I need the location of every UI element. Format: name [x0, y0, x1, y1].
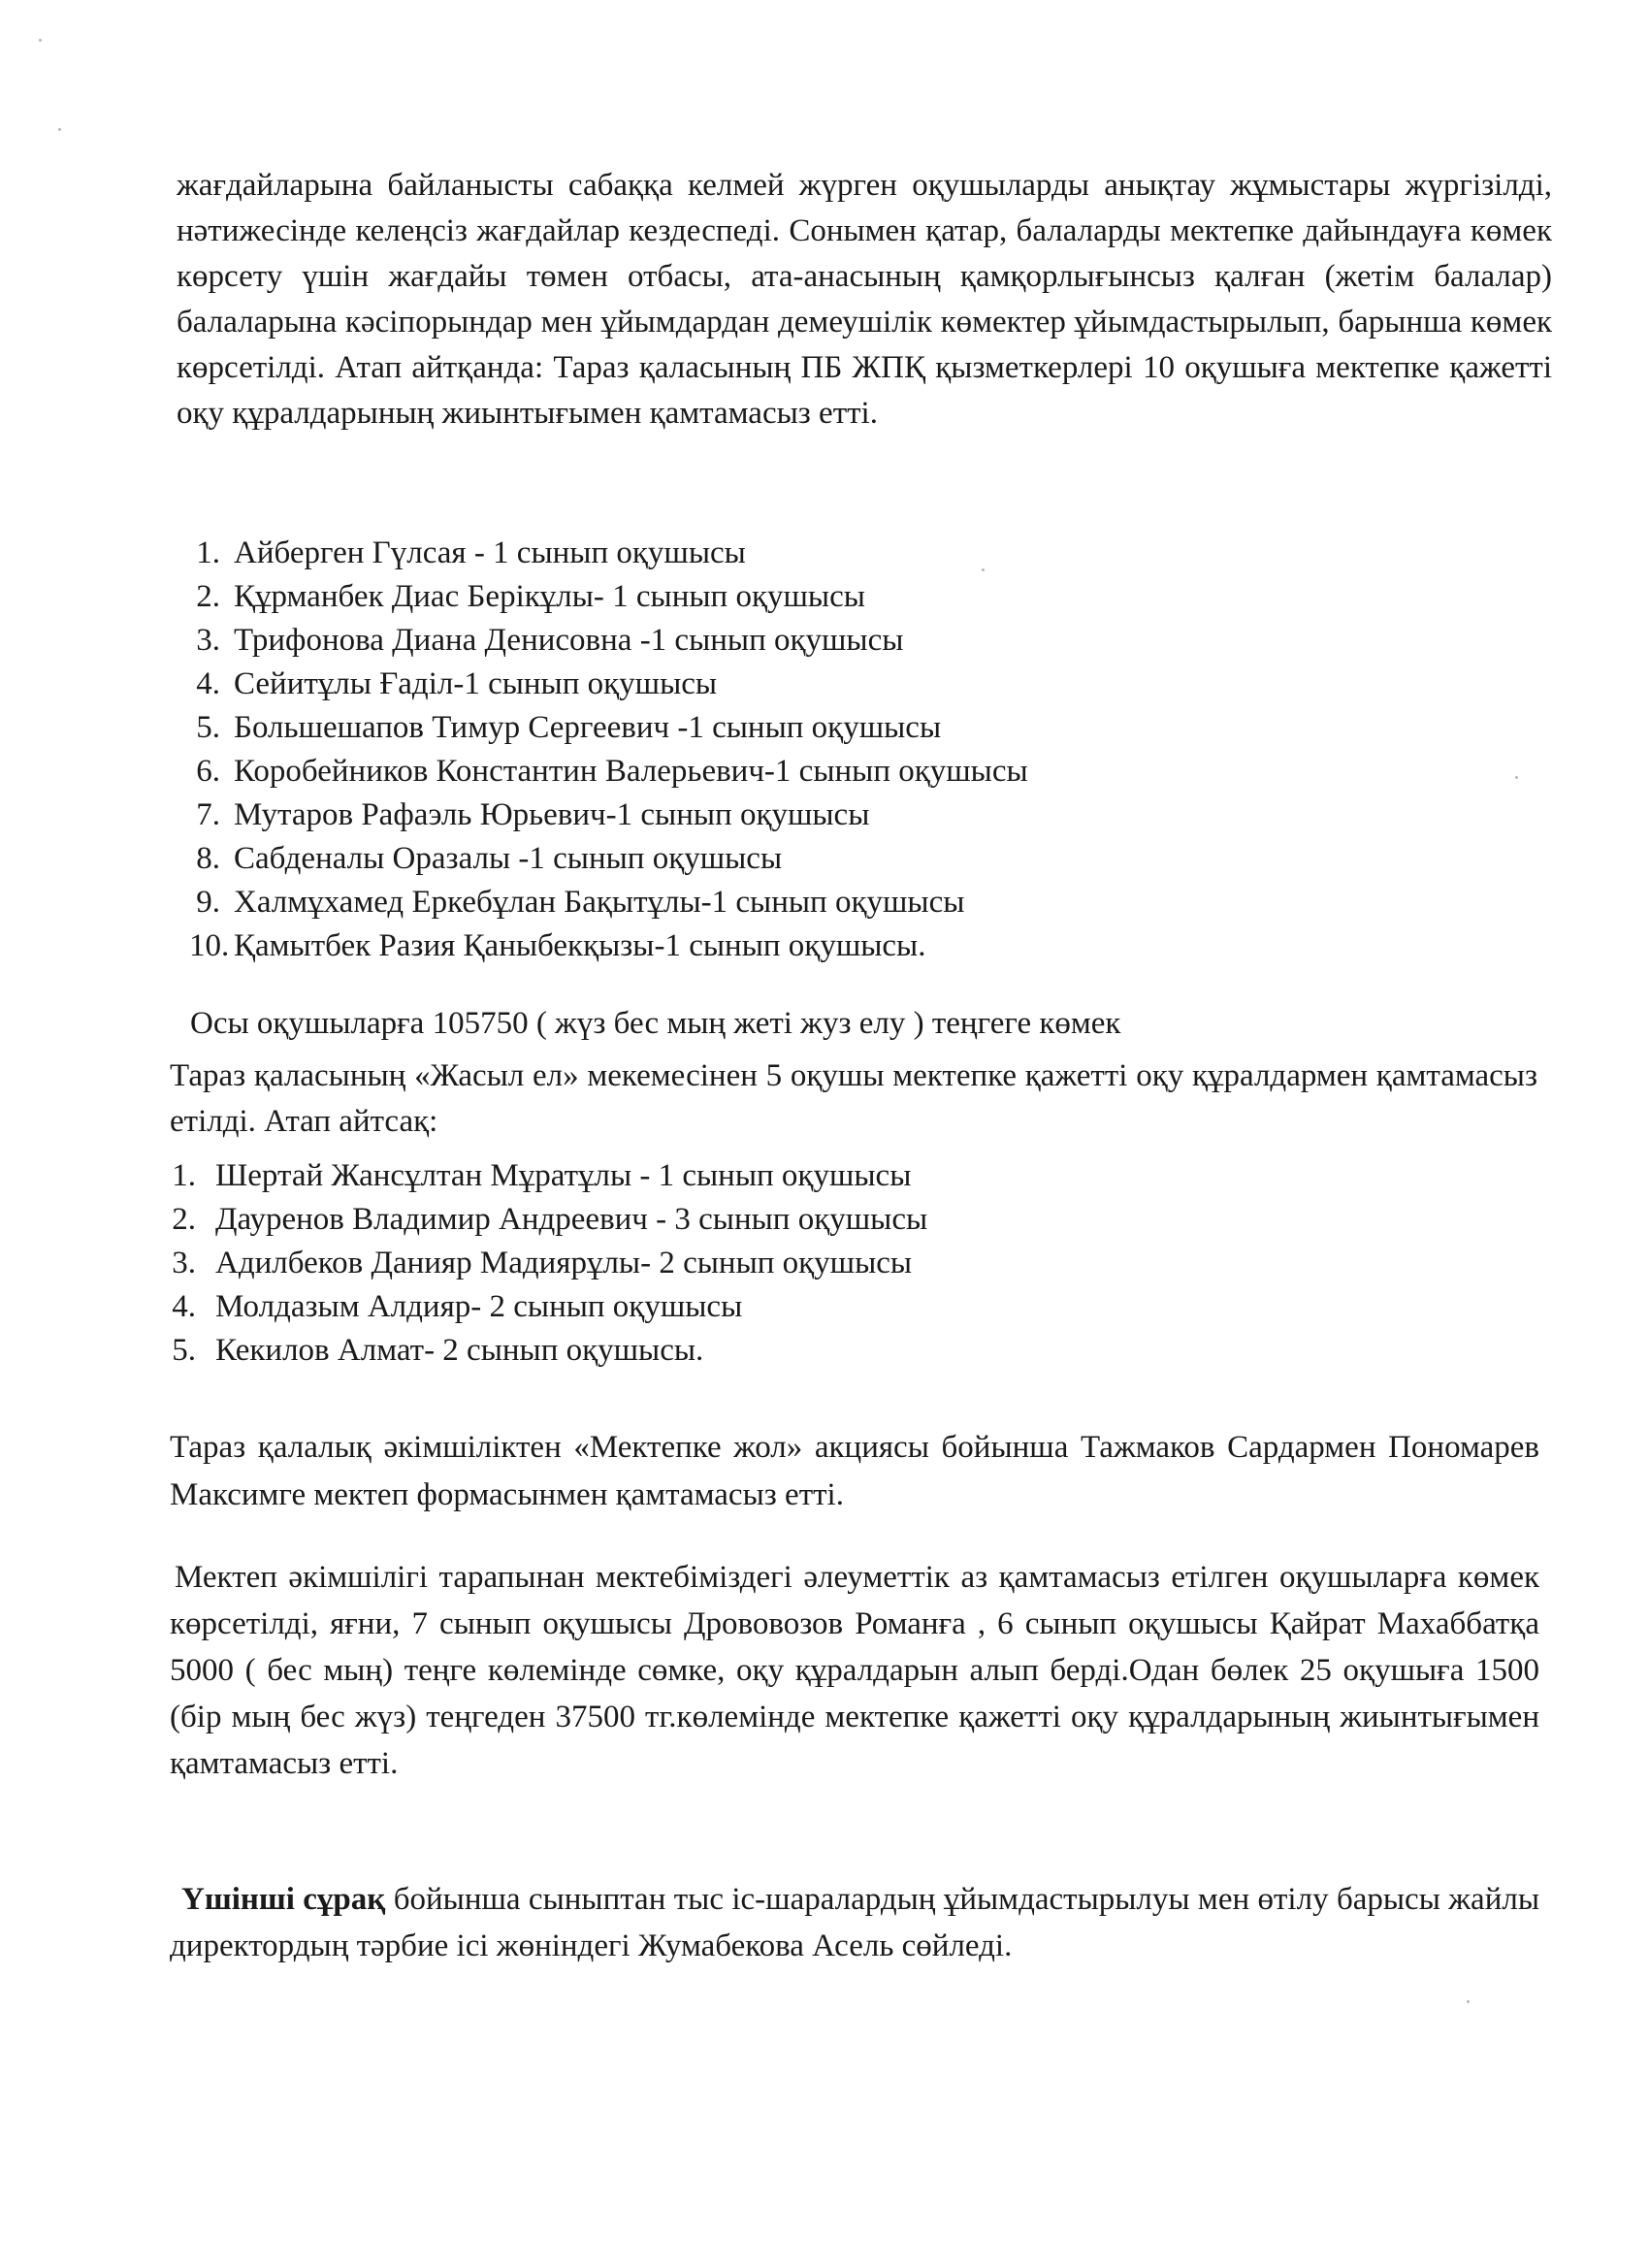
list-item: 9. Халмұхамед Еркебұлан Бақытұлы-1 сынып оқушысы: [196, 885, 965, 920]
list-item: 2. Құрманбек Диас Берікұлы- 1 сынып оқушысы: [196, 579, 865, 614]
student-list-zhasyl-el: [165, 1154, 927, 1373]
scan-speck: [1467, 2000, 1470, 2003]
paragraph-zhasyl-el: Тараз қаласының «Жасыл ел» мекемесінен 5 оқушы мектепке қажетті оқу құралдармен қамтамасыз етілді. Атап айтсақ:: [170, 1058, 1537, 1139]
scan-speck: [1515, 776, 1518, 779]
list-item: 6. Коробейников Константин Валерьевич-1 сынып оқушысы: [196, 754, 1028, 789]
list-item: 8. Сабденалы Оразалы -1 сынып оқушысы: [196, 841, 783, 876]
list-item: 1. Айберген Гүлсая - 1 сынып оқушысы: [196, 535, 746, 570]
list-item: 3. Адилбеков Данияр Мадиярұлы- 2 сынып оқушысы: [172, 1246, 913, 1280]
list-item: 3. Трифонова Диана Денисовна -1 сынып оқушысы: [196, 623, 904, 658]
list-item: 7. Мутаров Рафаэль Юрьевич-1 сынып оқушысы: [196, 797, 870, 832]
third-question-heading: Үшінші сұрақ: [181, 1882, 386, 1917]
paragraph-support-measures: жағдайларына байланысты сабаққа келмей жүрген оқушыларды анықтау жұмыстары жүргізілді, нәтижесінде келеңсіз жағдайлар кездеспеді. Сонымен қатар, балаларды мектепке дайындауға көмек көрсету үшін жағдайы төмен отбасы, ата-анасының қамқорлығынсыз қалған (жетім балалар) балаларына кәсіпорындар мен ұйымдардан демеушілік көмектер ұйымдастырылып, барынша көмек көрсетілді. Атап айтқанда: Тараз қаласының ПБ ЖПҚ қызметкерлері 10 оқушыға мектепке қажетті оқу құралдарының жиынтығымен қамтамасыз етті.: [177, 168, 1552, 431]
list-item: 5. Кекилов Алмат- 2 сынып оқушысы.: [172, 1333, 704, 1368]
list-item: 4. Молдазым Алдияр- 2 сынып оқушысы: [172, 1289, 743, 1324]
list-item: 10. Қамытбек Разия Қаныбекқызы-1 сынып оқушысы.: [189, 928, 926, 963]
paragraph-mektepke-zhol: Тараз қалалық әкімшіліктен «Мектепке жол» акциясы бойынша Тажмаков Сардармен Пономарев Максимге мектеп формасынмен қамтамасыз етті.: [170, 1430, 1539, 1512]
list-item: 2. Дауренов Владимир Андреевич - 3 сынып оқушысы: [172, 1202, 928, 1237]
list-item: 5. Большешапов Тимур Сергеевич -1 сынып оқушысы: [196, 710, 942, 745]
assistance-amount-line: Осы оқушыларға 105750 ( жүз бес мың жеті жуз елу ) теңгеге көмек: [190, 1006, 1121, 1041]
student-list-pb-zhpk: [189, 532, 1028, 968]
third-question-text: бойынша сыныптан тыс іс-шаралардың ұйымдастырылуы мен өтілу барысы жайлы директордың тәрбие ісі жөніндегі Жумабекова Асель сөйледі.: [170, 1882, 1540, 1963]
scan-speck: [58, 128, 61, 131]
list-item: 4. Сейитұлы Ғаділ-1 сынып оқушысы: [196, 666, 718, 701]
paragraph-school-administration: Мектеп әкімшілігі тарапынан мектебіміздегі әлеуметтік аз қамтамасыз етілген оқушыларға көмек көрсетілді, яғни, 7 сынып оқушысы Дрововозов Романға , 6 сынып оқушысы Қайрат Махаббатқа 5000 ( бес мың) теңге көлемінде сөмке, оқу құралдарын алып берді.Одан бөлек 25 оқушыға 1500 (бір мың бес жүз) теңгеден 37500 тг.көлемінде мектепке қажетті оқу құралдарының жиынтығымен қамтамасыз етті.: [170, 1560, 1539, 1781]
list-item: 1. Шертай Жансұлтан Мұратұлы - 1 сынып оқушысы: [172, 1158, 912, 1193]
scan-speck: [39, 39, 42, 42]
paragraph-third-question: [170, 1876, 1539, 1969]
